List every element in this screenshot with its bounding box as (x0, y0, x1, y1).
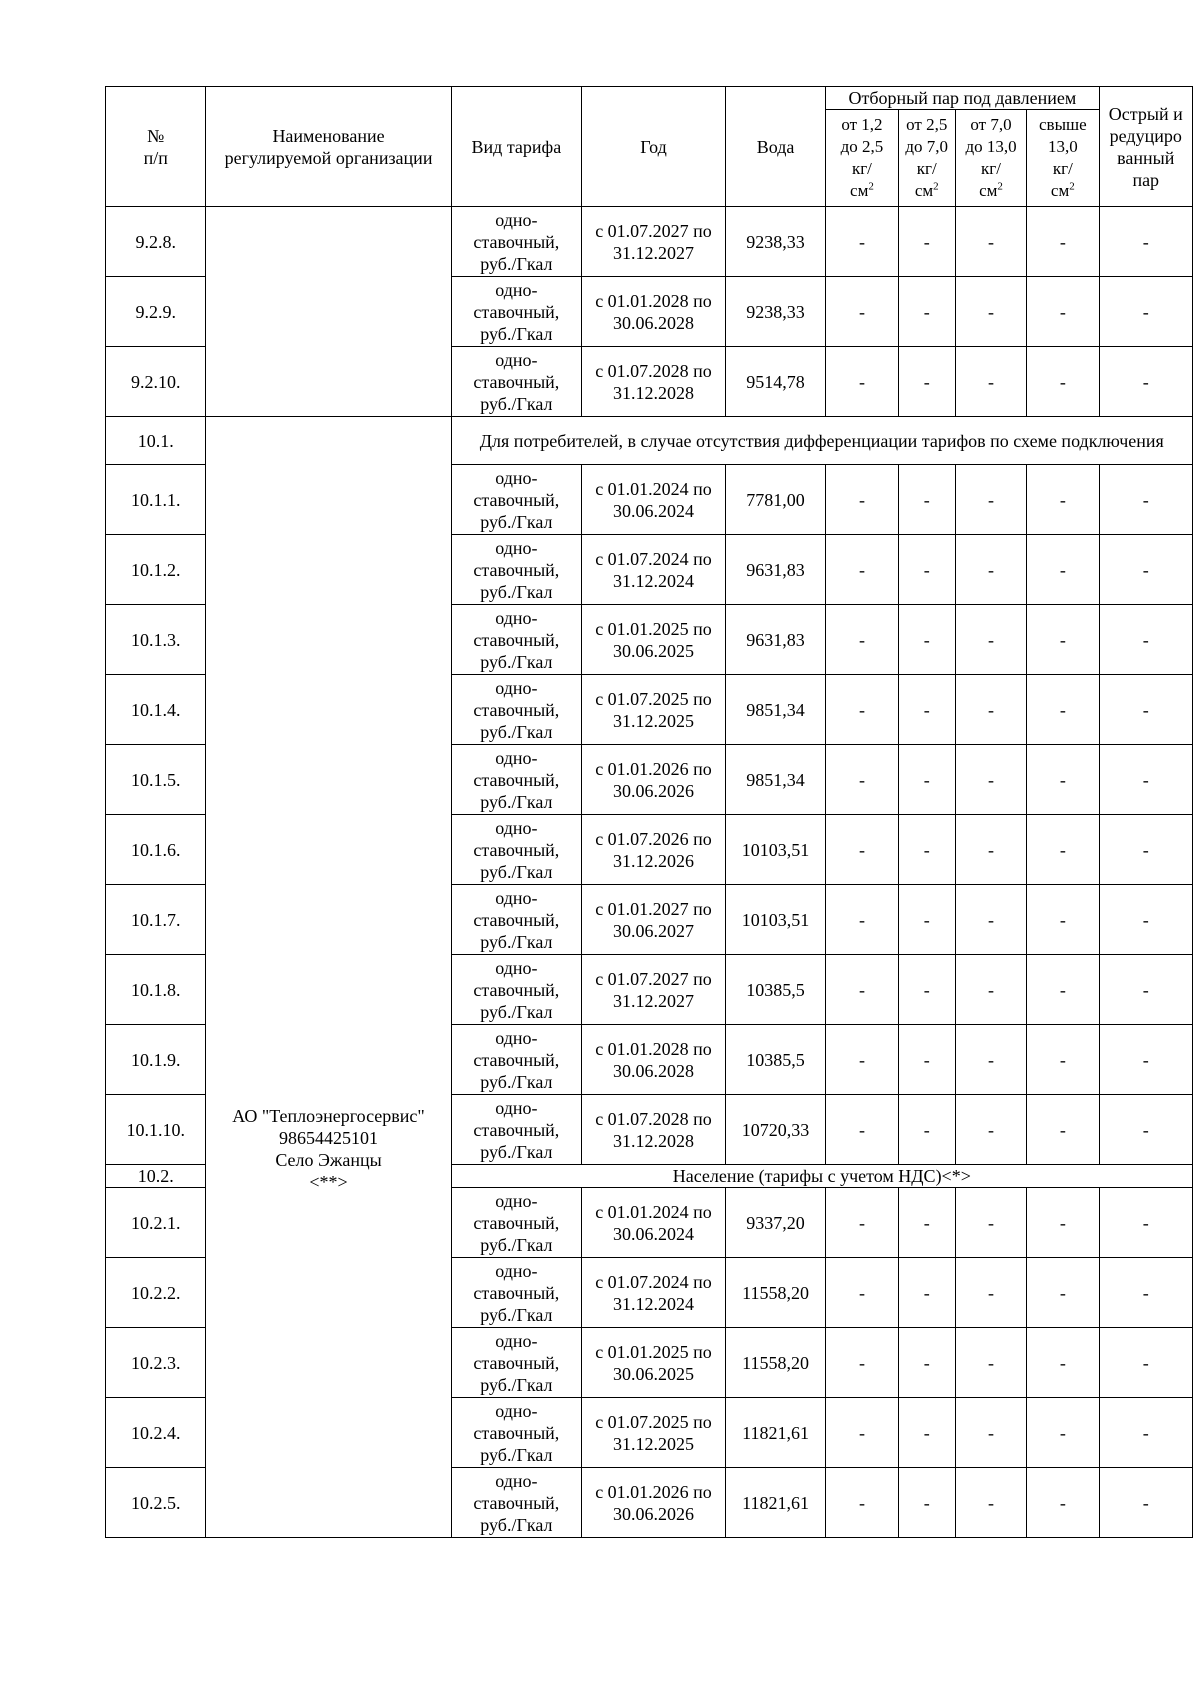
water-value: 10385,5 (725, 955, 825, 1025)
section-row (106, 417, 1193, 465)
header-steam-4: свыше 13,0 кг/ $см^2$ (1027, 110, 1099, 207)
dash-value: - (955, 675, 1026, 745)
dash-value: - (955, 1095, 1026, 1165)
dash-value: - (898, 1258, 955, 1328)
section-title: Население (тарифы с учетом НДС)<*> (451, 1165, 1192, 1188)
dash-value: - (1099, 1258, 1193, 1328)
tariff-period: с 01.01.2025 по 30.06.2025 (582, 1328, 726, 1398)
dash-value: - (826, 675, 898, 745)
dash-value: - (826, 605, 898, 675)
table-row (106, 207, 1193, 277)
header-water: Вода (725, 87, 825, 207)
tariff-period: с 01.01.2026 по 30.06.2026 (582, 745, 726, 815)
dash-value: - (1027, 1095, 1099, 1165)
dash-value: - (1027, 535, 1099, 605)
tariff-type: одно- ставочный, руб./Гкал (451, 605, 582, 675)
water-value: 10385,5 (725, 1025, 825, 1095)
row-num: 10.1.10. (106, 1095, 206, 1165)
row-num: 10.1.2. (106, 535, 206, 605)
dash-value: - (1099, 1328, 1193, 1398)
tariff-period: с 01.01.2024 по 30.06.2024 (582, 1188, 726, 1258)
dash-value: - (826, 465, 898, 535)
dash-value: - (955, 1398, 1026, 1468)
dash-value: - (826, 207, 898, 277)
dash-value: - (826, 885, 898, 955)
dash-value: - (898, 885, 955, 955)
dash-value: - (826, 815, 898, 885)
dash-value: - (1027, 1188, 1099, 1258)
section-num: 10.2. (106, 1165, 206, 1188)
tariff-period: с 01.01.2027 по 30.06.2027 (582, 885, 726, 955)
dash-value: - (1099, 885, 1193, 955)
water-value: 9631,83 (725, 535, 825, 605)
dash-value: - (898, 1328, 955, 1398)
tariff-period: с 01.01.2025 по 30.06.2025 (582, 605, 726, 675)
dash-value: - (898, 605, 955, 675)
dash-value: - (1099, 1398, 1193, 1468)
header-year: Год (582, 87, 726, 207)
tariff-type: одно- ставочный, руб./Гкал (451, 885, 582, 955)
dash-value: - (955, 465, 1026, 535)
water-value: 10103,51 (725, 885, 825, 955)
dash-value: - (1099, 535, 1193, 605)
row-num: 10.2.4. (106, 1398, 206, 1468)
dash-value: - (1099, 1095, 1193, 1165)
header-num: № п/п (106, 87, 206, 207)
dash-value: - (898, 347, 955, 417)
row-num: 10.1.3. (106, 605, 206, 675)
dash-value: - (898, 1468, 955, 1538)
dash-value: - (955, 1468, 1026, 1538)
tariff-type: одно- ставочный, руб./Гкал (451, 207, 582, 277)
dash-value: - (826, 535, 898, 605)
water-value: 9631,83 (725, 605, 825, 675)
dash-value: - (1027, 207, 1099, 277)
dash-value: - (955, 347, 1026, 417)
row-num: 9.2.10. (106, 347, 206, 417)
org-cell-9 (206, 207, 451, 417)
dash-value: - (1027, 1398, 1099, 1468)
dash-value: - (1099, 955, 1193, 1025)
dash-value: - (1099, 605, 1193, 675)
tariff-period: с 01.07.2025 по 31.12.2025 (582, 675, 726, 745)
tariff-type: одно- ставочный, руб./Гкал (451, 1398, 582, 1468)
water-value: 7781,00 (725, 465, 825, 535)
row-num: 9.2.8. (106, 207, 206, 277)
dash-value: - (1099, 1188, 1193, 1258)
dash-value: - (1027, 1328, 1099, 1398)
tariff-table (105, 86, 1193, 1538)
row-num: 10.1.5. (106, 745, 206, 815)
dash-value: - (898, 955, 955, 1025)
water-value: 9851,34 (725, 745, 825, 815)
dash-value: - (1027, 1468, 1099, 1538)
dash-value: - (955, 1188, 1026, 1258)
dash-value: - (1027, 465, 1099, 535)
dash-value: - (898, 745, 955, 815)
header-sharp-steam: Острый и редуциро ванный пар (1099, 87, 1193, 207)
dash-value: - (1027, 675, 1099, 745)
dash-value: - (1099, 277, 1193, 347)
dash-value: - (1027, 1025, 1099, 1095)
dash-value: - (898, 1188, 955, 1258)
dash-value: - (826, 1258, 898, 1328)
row-num: 10.2.1. (106, 1188, 206, 1258)
section-num: 10.1. (106, 417, 206, 465)
dash-value: - (1099, 207, 1193, 277)
tariff-period: с 01.01.2028 по 30.06.2028 (582, 277, 726, 347)
dash-value: - (826, 1095, 898, 1165)
header-steam-3: от 7,0 до 13,0 кг/ $см^2$ (955, 110, 1026, 207)
header-org: Наименование регулируемой организации (206, 87, 451, 207)
tariff-type: одно- ставочный, руб./Гкал (451, 815, 582, 885)
dash-value: - (826, 745, 898, 815)
row-num: 10.1.7. (106, 885, 206, 955)
water-value: 11821,61 (725, 1398, 825, 1468)
tariff-period: с 01.01.2028 по 30.06.2028 (582, 1025, 726, 1095)
tariff-period: с 01.07.2028 по 31.12.2028 (582, 1095, 726, 1165)
header-tariff-type: Вид тарифа (451, 87, 582, 207)
header-steam-1: от 1,2 до 2,5 кг/ $см^2$ (826, 110, 898, 207)
tariff-type: одно- ставочный, руб./Гкал (451, 1025, 582, 1095)
dash-value: - (955, 1328, 1026, 1398)
dash-value: - (898, 1025, 955, 1095)
tariff-period: с 01.01.2026 по 30.06.2026 (582, 1468, 726, 1538)
dash-value: - (898, 1398, 955, 1468)
tariff-type: одно- ставочный, руб./Гкал (451, 347, 582, 417)
dash-value: - (1027, 605, 1099, 675)
dash-value: - (898, 815, 955, 885)
tariff-type: одно- ставочный, руб./Гкал (451, 1468, 582, 1538)
tariff-period: с 01.07.2027 по 31.12.2027 (582, 955, 726, 1025)
dash-value: - (955, 815, 1026, 885)
dash-value: - (898, 465, 955, 535)
dash-value: - (1099, 347, 1193, 417)
dash-value: - (955, 535, 1026, 605)
section-title: Для потребителей, в случае отсутствия дифференциации тарифов по схеме подключения (451, 417, 1192, 465)
tariff-type: одно- ставочный, руб./Гкал (451, 1328, 582, 1398)
dash-value: - (1099, 815, 1193, 885)
dash-value: - (955, 1025, 1026, 1095)
dash-value: - (1027, 955, 1099, 1025)
tariff-type: одно- ставочный, руб./Гкал (451, 1258, 582, 1328)
dash-value: - (826, 1468, 898, 1538)
dash-value: - (1027, 277, 1099, 347)
dash-value: - (826, 1025, 898, 1095)
dash-value: - (955, 955, 1026, 1025)
tariff-type: одно- ставочный, руб./Гкал (451, 277, 582, 347)
dash-value: - (898, 277, 955, 347)
tariff-type: одно- ставочный, руб./Гкал (451, 955, 582, 1025)
row-num: 10.1.1. (106, 465, 206, 535)
dash-value: - (1027, 1258, 1099, 1328)
water-value: 9238,33 (725, 277, 825, 347)
org-name: АО "Теплоэнергосервис" 98654425101 Село Эжанцы <**> (206, 417, 451, 1538)
tariff-period: с 01.01.2024 по 30.06.2024 (582, 465, 726, 535)
header-steam-2: от 2,5 до 7,0 кг/ $см^2$ (898, 110, 955, 207)
water-value: 10103,51 (725, 815, 825, 885)
dash-value: - (955, 605, 1026, 675)
dash-value: - (826, 347, 898, 417)
tariff-type: одно- ставочный, руб./Гкал (451, 465, 582, 535)
dash-value: - (898, 1095, 955, 1165)
water-value: 9514,78 (725, 347, 825, 417)
water-value: 9337,20 (725, 1188, 825, 1258)
row-num: 10.2.2. (106, 1258, 206, 1328)
tariff-type: одно- ставочный, руб./Гкал (451, 535, 582, 605)
dash-value: - (1027, 815, 1099, 885)
dash-value: - (1099, 745, 1193, 815)
dash-value: - (826, 955, 898, 1025)
row-num: 10.1.6. (106, 815, 206, 885)
tariff-type: одно- ставочный, руб./Гкал (451, 1095, 582, 1165)
tariff-period: с 01.07.2027 по 31.12.2027 (582, 207, 726, 277)
dash-value: - (1099, 675, 1193, 745)
dash-value: - (955, 745, 1026, 815)
row-num: 9.2.9. (106, 277, 206, 347)
tariff-type: одно- ставочный, руб./Гкал (451, 675, 582, 745)
row-num: 10.1.9. (106, 1025, 206, 1095)
header-steam-group: Отборный пар под давлением (826, 87, 1099, 110)
dash-value: - (826, 277, 898, 347)
row-num: 10.2.3. (106, 1328, 206, 1398)
dash-value: - (826, 1328, 898, 1398)
dash-value: - (898, 207, 955, 277)
tariff-period: с 01.07.2024 по 31.12.2024 (582, 535, 726, 605)
dash-value: - (826, 1398, 898, 1468)
tariff-period: с 01.07.2024 по 31.12.2024 (582, 1258, 726, 1328)
water-value: 11558,20 (725, 1258, 825, 1328)
tariff-period: с 01.07.2025 по 31.12.2025 (582, 1398, 726, 1468)
tariff-period: с 01.07.2028 по 31.12.2028 (582, 347, 726, 417)
tariff-type: одно- ставочный, руб./Гкал (451, 1188, 582, 1258)
dash-value: - (898, 675, 955, 745)
dash-value: - (955, 885, 1026, 955)
water-value: 9851,34 (725, 675, 825, 745)
dash-value: - (955, 1258, 1026, 1328)
dash-value: - (955, 207, 1026, 277)
dash-value: - (1099, 465, 1193, 535)
dash-value: - (898, 535, 955, 605)
dash-value: - (1027, 347, 1099, 417)
dash-value: - (1027, 745, 1099, 815)
dash-value: - (1099, 1025, 1193, 1095)
water-value: 10720,33 (725, 1095, 825, 1165)
dash-value: - (1027, 885, 1099, 955)
tariff-type: одно- ставочный, руб./Гкал (451, 745, 582, 815)
dash-value: - (826, 1188, 898, 1258)
dash-value: - (1099, 1468, 1193, 1538)
dash-value: - (955, 277, 1026, 347)
row-num: 10.2.5. (106, 1468, 206, 1538)
water-value: 11821,61 (725, 1468, 825, 1538)
row-num: 10.1.8. (106, 955, 206, 1025)
table-body (106, 207, 1193, 1538)
water-value: 9238,33 (725, 207, 825, 277)
water-value: 11558,20 (725, 1328, 825, 1398)
row-num: 10.1.4. (106, 675, 206, 745)
tariff-period: с 01.07.2026 по 31.12.2026 (582, 815, 726, 885)
